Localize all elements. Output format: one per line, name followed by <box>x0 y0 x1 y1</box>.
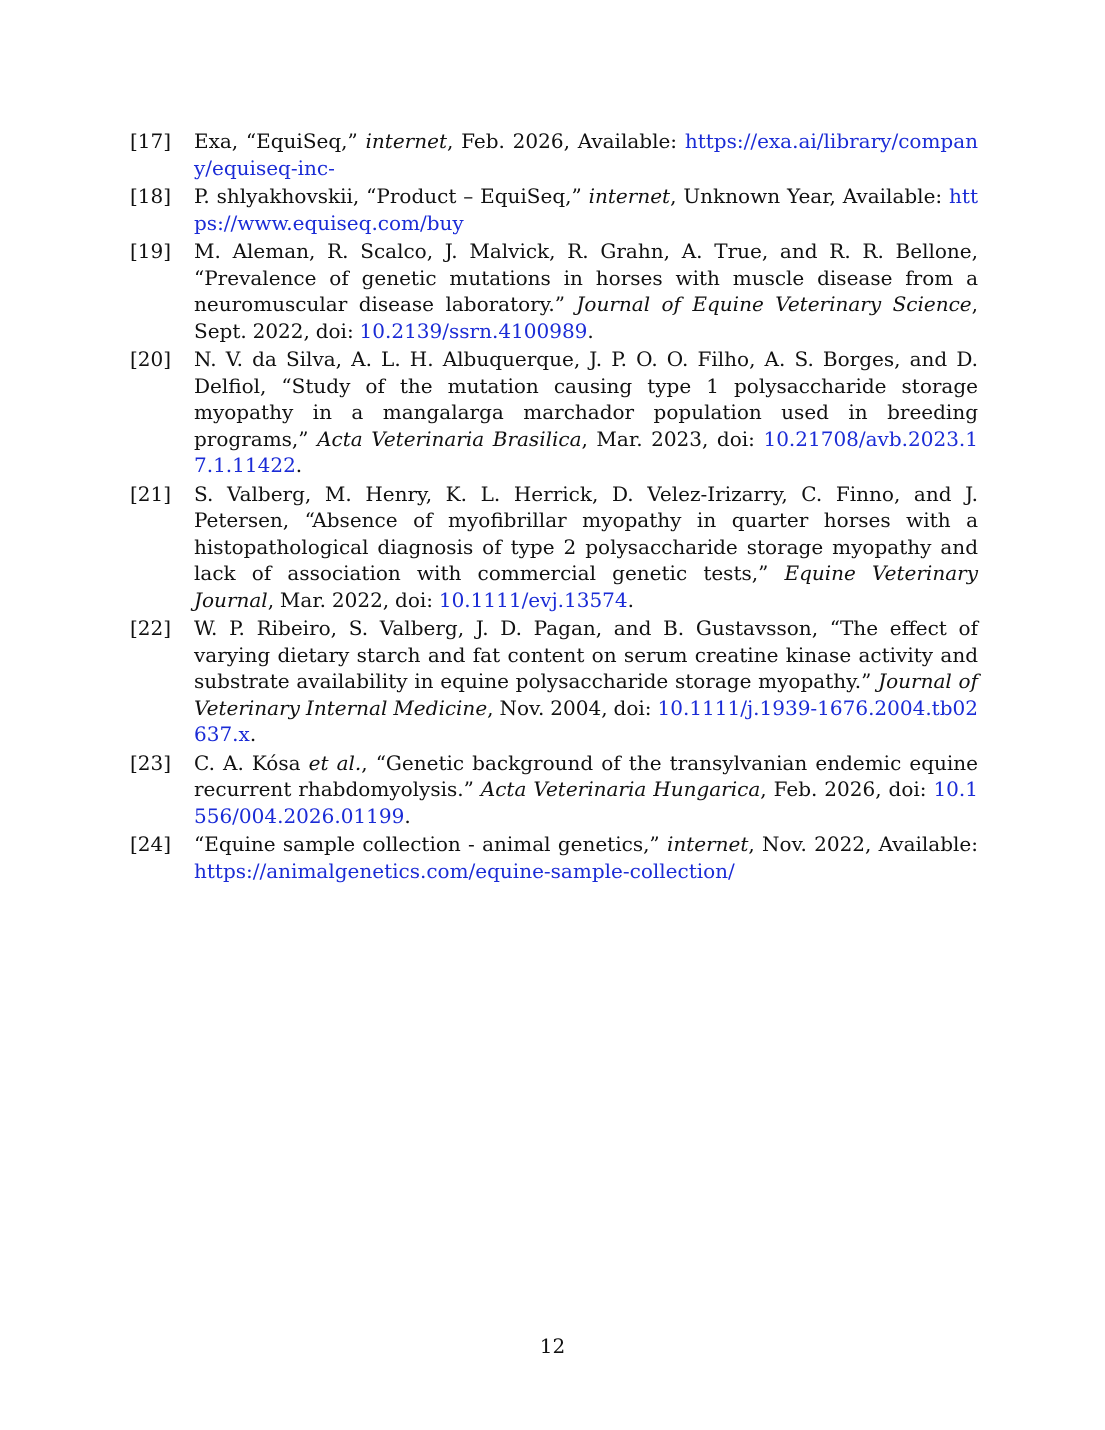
reference-text <box>194 481 978 614</box>
reference-et-al: et al. <box>308 750 362 775</box>
reference-date: , Sept. 2022, doi: <box>194 292 978 343</box>
reference-number: [18] <box>130 184 172 208</box>
reference-21 <box>130 481 978 614</box>
reference-venue: Equine Veterinary Journal <box>194 561 978 612</box>
reference-doi-link[interactable]: 10.1556/004.2026.01199 <box>194 777 978 828</box>
reference-text <box>194 346 978 479</box>
reference-end: . <box>249 722 257 746</box>
reference-link[interactable]: https://www.equiseq.com/buy <box>194 184 978 235</box>
reference-venue: Journal of Equine Veterinary Science <box>576 292 972 316</box>
reference-date: , Unknown Year, Available: <box>670 184 950 208</box>
reference-list <box>130 128 978 886</box>
reference-19 <box>130 238 978 344</box>
reference-date: , Feb. 2026, doi: <box>760 777 934 801</box>
reference-venue: Acta Veterinaria Hungarica <box>480 777 761 801</box>
reference-number: [21] <box>130 481 172 506</box>
reference-23 <box>130 750 978 830</box>
reference-text <box>194 183 978 236</box>
reference-date: , Feb. 2026, Available: <box>447 129 685 153</box>
reference-authors-title: M. Aleman, R. Scalco, J. Malvick, R. Grahn, A. True, and R. R. Bellone, “Prevalence of genetic mutations in horses with muscle disease from a neuromuscular disease laboratory.” <box>194 239 978 316</box>
reference-text <box>194 615 978 748</box>
reference-venue: internet <box>666 832 749 856</box>
reference-24 <box>130 831 978 884</box>
reference-venue: internet <box>365 129 447 153</box>
reference-title: “Equine sample collection - animal genetics,” <box>194 832 667 856</box>
reference-authors-title: S. Valberg, M. Henry, K. L. Herrick, D. Velez-Irizarry, C. Finno, and J. Petersen, “Absence of myofibrillar myopathy in quarter horses with a histopathological diagnosis of type 2 polysaccharide storage myopathy and lack of association with commercial genetic tests,” <box>194 481 978 585</box>
reference-doi-link[interactable]: 10.1111/evj.13574 <box>438 587 628 612</box>
reference-end: . <box>587 318 594 343</box>
reference-22 <box>130 615 978 748</box>
reference-authors-title: W. P. Ribeiro, S. Valberg, J. D. Pagan, and B. Gustavsson, “The effect of varying dietary starch and fat content on serum creatine kinase activity and substrate availability in equine polysaccharide storage myopathy.” <box>194 616 978 693</box>
reference-text <box>194 238 978 344</box>
reference-end: . <box>404 803 411 828</box>
reference-text <box>194 750 978 830</box>
reference-number: [20] <box>130 347 172 371</box>
reference-venue: internet <box>588 184 671 208</box>
reference-number: [24] <box>130 832 172 856</box>
reference-date: , Mar. 2022, doi: <box>267 587 439 612</box>
reference-17 <box>130 128 978 181</box>
reference-18 <box>130 183 978 236</box>
reference-date: , Nov. 2022, Available: <box>748 832 978 856</box>
page-number: 12 <box>539 1334 566 1358</box>
reference-venue: Journal of Veterinary Internal Medicine <box>194 669 978 720</box>
reference-number: [22] <box>130 616 172 640</box>
reference-title: , “Genetic background of the transylvanian endemic equine recurrent rhabdomyolysis.” <box>194 750 978 801</box>
reference-venue: Acta Veterinaria Brasilica <box>317 426 582 451</box>
reference-date: , Nov. 2004, doi: <box>487 695 658 720</box>
reference-end: . <box>295 453 303 477</box>
reference-text <box>194 128 978 181</box>
reference-authors-title: P. shlyakhovskii, “Product – EquiSeq,” <box>194 184 589 208</box>
reference-20 <box>130 346 978 479</box>
reference-authors-title: Exa, “EquiSeq,” <box>194 129 366 153</box>
reference-end: . <box>627 587 634 612</box>
reference-link[interactable]: https://exa.ai/library/company/equiseq-inc- <box>194 129 979 180</box>
reference-authors: C. A. Kósa <box>194 750 309 775</box>
reference-authors-title: N. V. da Silva, A. L. H. Albuquerque, J. P. O. O. Filho, A. S. Borges, and D. Delfiol, “Study of the mutation causing type 1 polysaccharide storage myopathy in a mangalarga marchador population used in breeding programs,” <box>194 347 978 451</box>
reference-doi-link[interactable]: 10.21708/avb.2023.17.1.11422 <box>194 426 978 477</box>
reference-number: [17] <box>130 129 172 153</box>
reference-date: , Mar. 2023, doi: <box>581 426 764 451</box>
reference-number: [23] <box>130 750 172 775</box>
reference-doi-link[interactable]: 10.2139/ssrn.4100989 <box>359 318 588 343</box>
reference-text <box>194 831 978 884</box>
reference-number: [19] <box>130 239 172 263</box>
reference-link[interactable]: https://animalgenetics.com/equine-sample-collection/ <box>194 858 735 883</box>
reference-doi-link[interactable]: 10.1111/j.1939-1676.2004.tb02637.x <box>194 695 978 746</box>
